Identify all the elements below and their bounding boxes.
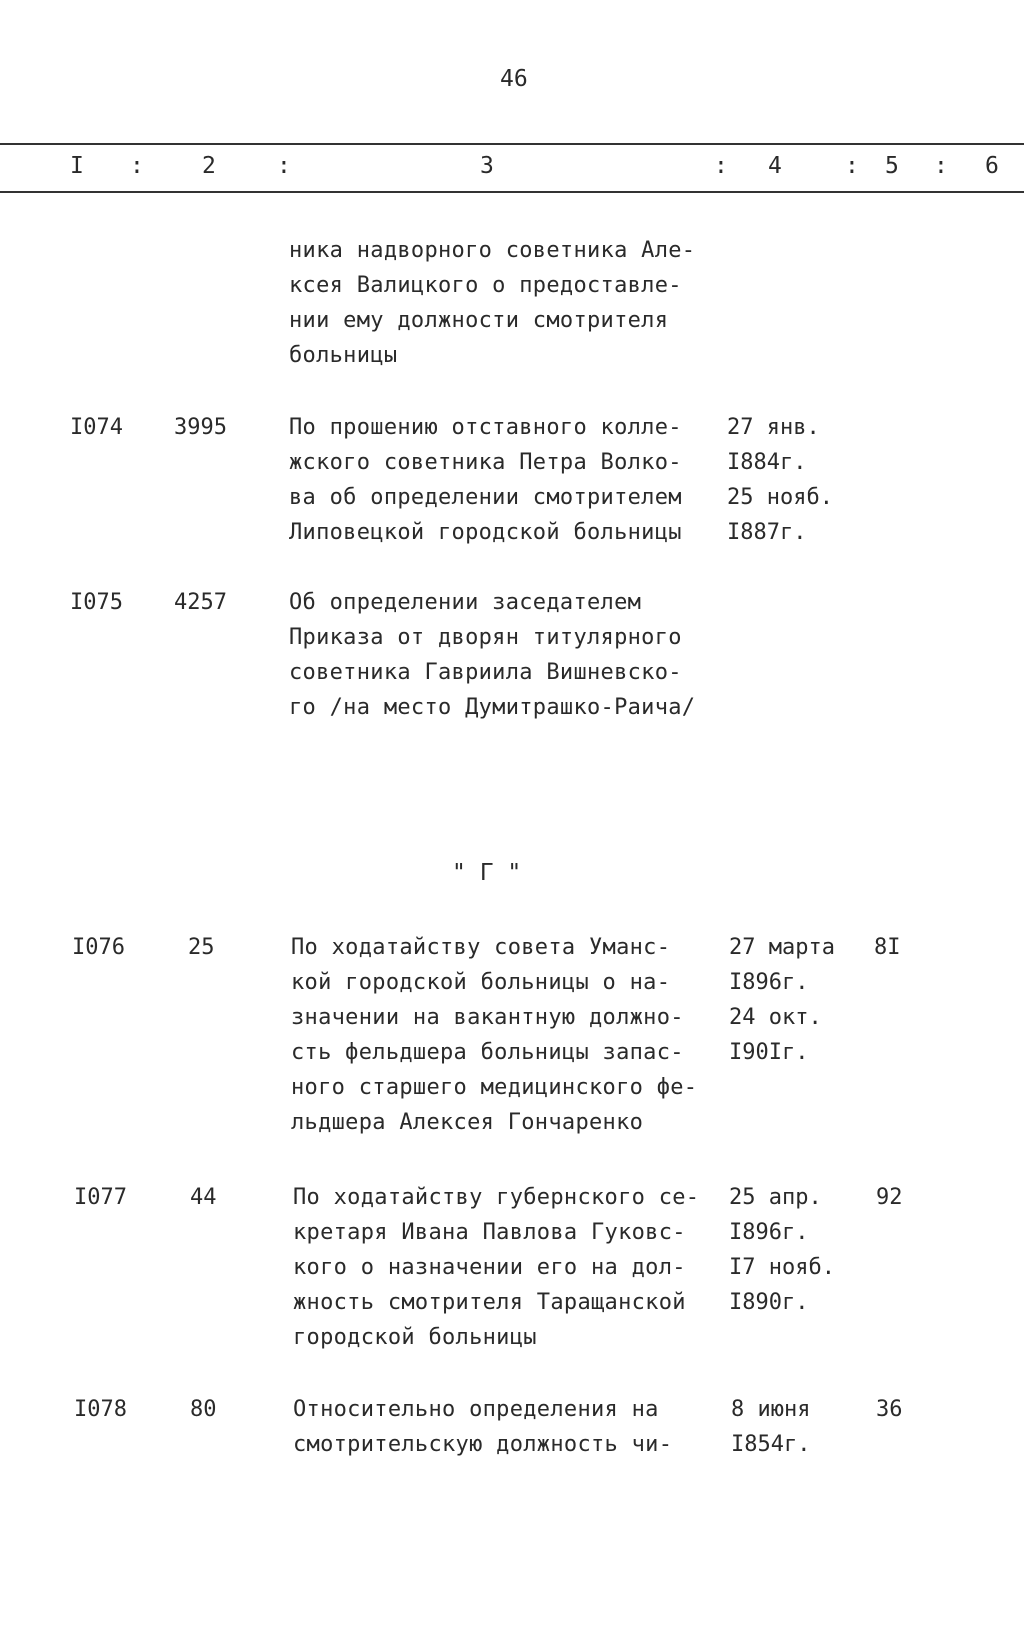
table-rule-bottom: [0, 191, 1024, 193]
text-line: жского советника Петра Волко-: [289, 450, 682, 475]
col-head-1: I: [70, 153, 84, 179]
record-number: I074: [70, 415, 123, 440]
date-line: 25 нояб.: [727, 485, 833, 510]
text-line: Относительно определения на: [293, 1397, 659, 1422]
text-line: го /на место Думитрашко-Раича/: [289, 695, 696, 720]
case-number: 4257: [174, 590, 227, 615]
col-sep: :: [934, 153, 948, 179]
text-line: кретаря Ивана Павлова Гуковс-: [293, 1220, 686, 1245]
date-line: 25 апр.: [729, 1185, 822, 1210]
text-line: ксея Валицкого о предоставле-: [289, 273, 682, 298]
date-line: I7 нояб.: [729, 1255, 835, 1280]
text-line: кой городской больницы о на-: [291, 970, 671, 995]
case-number: 44: [190, 1185, 217, 1210]
date-line: I854г.: [731, 1432, 811, 1457]
col-head-2: 2: [202, 153, 216, 179]
date-line: I896г.: [729, 970, 809, 995]
section-letter: " Г ": [452, 860, 522, 886]
date-line: I90Iг.: [729, 1040, 809, 1065]
text-line: По ходатайству совета Уманс-: [291, 935, 671, 960]
record-number: I075: [70, 590, 123, 615]
text-line: смотрительскую должность чи-: [293, 1432, 673, 1457]
date-line: I896г.: [729, 1220, 809, 1245]
text-line: ника надворного советника Але-: [289, 238, 696, 263]
text-line: сть фельдшера больницы запас-: [291, 1040, 684, 1065]
text-line: жность смотрителя Таращанской: [293, 1290, 686, 1315]
page-number: 46: [500, 66, 528, 92]
date-line: I884г.: [727, 450, 807, 475]
text-line: значении на вакантную должно-: [291, 1005, 684, 1030]
text-line: По ходатайству губернского се-: [293, 1185, 700, 1210]
table-rule-top: [0, 143, 1024, 145]
text-line: советника Гавриила Вишневско-: [289, 660, 682, 685]
text-line: ного старшего медицинского фе-: [291, 1075, 698, 1100]
sheet-count: 36: [876, 1397, 903, 1422]
col-sep: :: [845, 153, 859, 179]
col-sep: :: [277, 153, 291, 179]
col-head-5: 5: [885, 153, 899, 179]
sheet-count: 8I: [874, 935, 901, 960]
case-number: 3995: [174, 415, 227, 440]
col-sep: :: [714, 153, 728, 179]
col-head-6: 6: [985, 153, 999, 179]
date-line: 27 марта: [729, 935, 835, 960]
col-head-3: 3: [480, 153, 494, 179]
case-number: 80: [190, 1397, 217, 1422]
text-line: городской больницы: [293, 1325, 537, 1350]
date-line: I890г.: [729, 1290, 809, 1315]
record-number: I077: [74, 1185, 127, 1210]
text-line: больницы: [289, 343, 398, 368]
col-sep: :: [130, 153, 144, 179]
text-line: Липовецкой городской больницы: [289, 520, 682, 545]
text-line: льдшера Алексея Гончаренко: [291, 1110, 644, 1135]
text-line: нии ему должности смотрителя: [289, 308, 669, 333]
text-line: Приказа от дворян титулярного: [289, 625, 682, 650]
case-number: 25: [188, 935, 215, 960]
text-line: ва об определении смотрителем: [289, 485, 682, 510]
record-number: I076: [72, 935, 125, 960]
date-line: 27 янв.: [727, 415, 820, 440]
record-number: I078: [74, 1397, 127, 1422]
text-line: Об определении заседателем: [289, 590, 642, 615]
date-line: 8 июня: [731, 1397, 811, 1422]
date-line: 24 окт.: [729, 1005, 822, 1030]
text-line: кого о назначении его на дол-: [293, 1255, 686, 1280]
date-line: I887г.: [727, 520, 807, 545]
sheet-count: 92: [876, 1185, 903, 1210]
text-line: По прошению отставного колле-: [289, 415, 682, 440]
col-head-4: 4: [768, 153, 782, 179]
